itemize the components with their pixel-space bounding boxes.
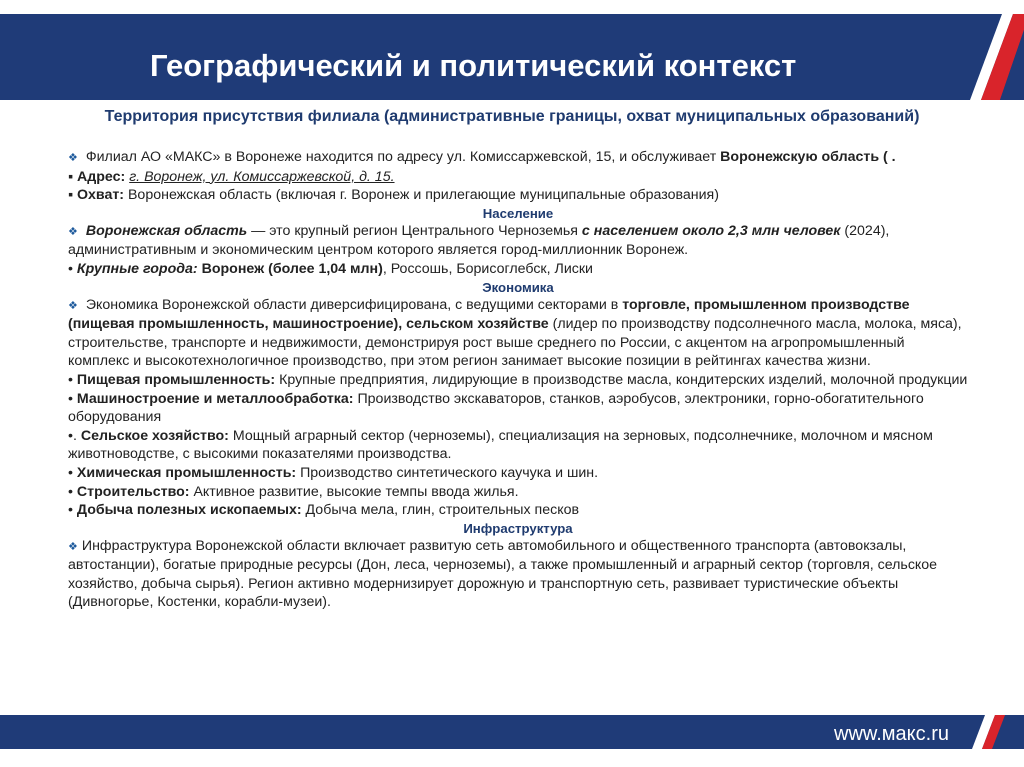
coverage-value: Воронежская область (включая г. Воронеж и прилегающие муниципальные образования) [127,187,719,204]
round-bullet: • [68,502,73,519]
document-body [68,148,968,612]
infrastructure-text: Инфраструктура Воронежской области включает развитую сеть автомобильного и общественного транспорта (автовокзалы, автостанции), богатые природные ресурсы (Дон, леса, черноземы), а также промышленный и аграрный сектор (торговля, сельское хозяйство, добыча сырья). Регион активно модернизирует дорожную и транспортную сеть, развивает туристические объекты (Дивногорье, Костенки, корабли-музеи). [68,537,938,611]
branch-paragraph [68,148,968,168]
round-bullet: •. [68,427,77,444]
economy-item-label: Химическая промышленность: [76,464,297,481]
diamond-icon: ❖ [68,225,78,238]
economy-item [68,390,968,427]
infrastructure-paragraph [68,537,968,612]
diamond-icon: ❖ [68,152,78,164]
city-main: Воронеж [201,260,265,277]
section-heading-population: Население [482,205,554,221]
population-region: Воронежская область [85,222,248,239]
branch-text: Филиал АО «МАКС» в Воронеже находится по адресу ул. Комиссаржевской, 15, и обслуживает [85,149,717,165]
section-heading-infrastructure: Инфраструктура [463,520,573,536]
section-heading-economy: Экономика [482,279,554,295]
coverage-line [68,186,968,205]
economy-item-text: Производство экскаваторов, станков, аэробусов, электроники, горно-обогатительного оборудования [68,390,924,426]
economy-item-label: Машиностроение и металлообработка: [76,390,354,407]
cities-line [68,260,968,279]
cities-rest: , Россошь, Борисоглебск, Лиски [382,260,593,277]
economy-item-text: Производство синтетического каучука и шин. [300,464,599,481]
economy-item-label: Строительство: [76,483,190,500]
footer-banner [0,715,1024,767]
round-bullet: • [68,483,73,500]
page-title: Географический и политический контекст [150,48,797,83]
economy-item [68,371,968,390]
website-link[interactable]: www.макс.ru [834,723,949,745]
economy-item-label: Пищевая промышленность: [76,371,276,388]
economy-item-label: Сельское хозяйство: [80,427,229,444]
header-banner [0,0,1024,120]
population-paragraph [68,222,968,260]
economy-item [68,483,968,502]
diamond-icon: ❖ [68,299,78,312]
branch-tail: ( . [883,149,896,165]
economy-item-text: Добыча мела, глин, строительных песков [305,502,579,519]
cities-label: Крупные города: [76,260,198,277]
round-bullet: • [68,390,73,407]
economy-item [68,501,968,520]
round-bullet: • [68,464,73,481]
economy-intro-c: (лидер по производству подсолнечного масла, молока, мяса), строительстве, транспорте и недвижимости, демонстрируя рост выше среднего по России, с акцентом на агропромышленный комплекс и высокотехнологичное производство, при этом регион занимает высокие позиции в рейтингах качества жизни. [68,316,962,370]
economy-item [68,427,968,464]
population-count: с населением около 2,3 млн человек [581,222,841,239]
coverage-label: Охват: [76,187,125,204]
round-bullet: • [68,260,73,277]
square-bullet: ▪ [68,187,74,204]
economy-paragraph [68,296,968,371]
economy-item-text: Мощный аграрный сектор (черноземы), специализация на зерновых, подсолнечнике, молочном и мясном животноводстве, с высокими показателями производства. [68,427,933,463]
population-rest: (2024), административным и экономическим центром которого является город-миллионник Воронеж. [68,222,890,259]
economy-item-label: Добыча полезных ископаемых: [76,502,302,519]
page-subtitle: Территория присутствия филиала (административные границы, охват муниципальных образований) [104,108,920,125]
economy-intro-b: торговле, промышленном производстве (пищевая промышленность, машиностроение), сельском хозяйстве [68,296,910,333]
round-bullet: • [68,371,73,388]
economy-item-text: Активное развитие, высокие темпы ввода жилья. [193,483,519,500]
address-label: Адрес: [76,168,126,185]
economy-item-text: Крупные предприятия, лидирующие в производстве масла, кондитерских изделий, молочной продукции [279,371,968,388]
address-value: г. Воронеж, ул. Комиссаржевской, д. 15. [129,168,395,185]
diamond-icon: ❖ [68,540,78,553]
economy-item [68,464,968,483]
economy-intro-a: Экономика Воронежской области диверсифицирована, с ведущими секторами в [85,296,619,313]
square-bullet: ▪ [68,168,74,185]
population-dash: — это крупный регион Центрального Черноземья [251,222,578,239]
branch-region: Воронежскую область [720,149,880,165]
city-pop: (более 1,04 млн) [268,260,383,277]
address-line [68,168,968,187]
